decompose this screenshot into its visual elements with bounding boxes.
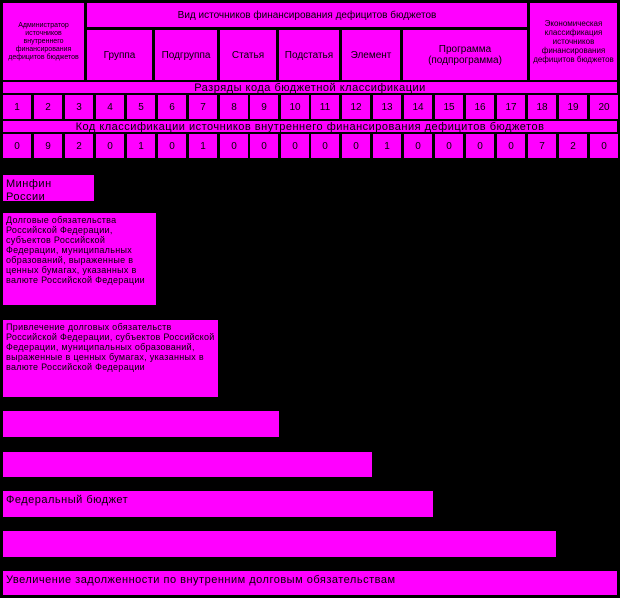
admin-header: Администратор источников внутреннего финансирования дефицитов бюджетов bbox=[3, 3, 84, 80]
bar-minfin: Минфин России bbox=[3, 175, 94, 201]
code-cell-17: 0 bbox=[497, 134, 525, 158]
col-programma: Программа (подпрограмма) bbox=[403, 30, 527, 80]
code-cell-16: 0 bbox=[466, 134, 494, 158]
digit-cell-16: 16 bbox=[466, 95, 494, 119]
bar-dolgovye: Долговые обязательства Российской Федерации, субъектов Российской Федерации, муниципальных образований, выраженные в ценных бумагах, указанных в валюте Российской Федерации bbox=[3, 213, 156, 305]
razryady-row: Разряды кода бюджетной классификации bbox=[3, 82, 617, 93]
digit-cell-14: 14 bbox=[404, 95, 432, 119]
digit-cell-8: 8 bbox=[220, 95, 248, 119]
digit-cell-11: 11 bbox=[311, 95, 339, 119]
digit-cell-1: 1 bbox=[3, 95, 31, 119]
digit-cell-6: 6 bbox=[158, 95, 186, 119]
digit-cell-3: 3 bbox=[65, 95, 93, 119]
digit-cell-19: 19 bbox=[559, 95, 587, 119]
code-cell-9: 0 bbox=[250, 134, 278, 158]
col-podgruppa: Подгруппа bbox=[155, 30, 217, 80]
kod-row: Код классификации источников внутреннего финансирования дефицитов бюджетов bbox=[3, 121, 617, 132]
digit-cell-15: 15 bbox=[435, 95, 463, 119]
digit-cell-17: 17 bbox=[497, 95, 525, 119]
bar-programma bbox=[3, 531, 556, 557]
col-podstatya: Подстатья bbox=[279, 30, 339, 80]
code-cell-10: 0 bbox=[281, 134, 309, 158]
code-cell-7: 1 bbox=[189, 134, 217, 158]
digit-cell-18: 18 bbox=[528, 95, 556, 119]
econ-header: Экономическая классификация источников финансирования дефицитов бюджетов bbox=[530, 3, 617, 80]
bar-element bbox=[3, 411, 279, 437]
bar-federal: Федеральный бюджет bbox=[3, 491, 433, 517]
bar-uvelichenie: Увеличение задолженности по внутренним долговым обязательствам bbox=[3, 571, 617, 595]
digit-cell-9: 9 bbox=[250, 95, 278, 119]
code-cell-6: 0 bbox=[158, 134, 186, 158]
col-statya: Статья bbox=[220, 30, 276, 80]
code-cell-18: 7 bbox=[528, 134, 556, 158]
col-element: Элемент bbox=[342, 30, 400, 80]
code-cell-4: 0 bbox=[96, 134, 124, 158]
digit-cell-4: 4 bbox=[96, 95, 124, 119]
digit-cell-5: 5 bbox=[127, 95, 155, 119]
code-cell-20: 0 bbox=[590, 134, 618, 158]
digit-cell-10: 10 bbox=[281, 95, 309, 119]
digit-cell-7: 7 bbox=[189, 95, 217, 119]
vid-header: Вид источников финансирования дефицитов бюджетов bbox=[87, 3, 527, 27]
code-cell-14: 0 bbox=[404, 134, 432, 158]
code-cell-12: 0 bbox=[342, 134, 370, 158]
digit-cell-2: 2 bbox=[34, 95, 62, 119]
digit-cell-20: 20 bbox=[590, 95, 618, 119]
code-cell-3: 2 bbox=[65, 134, 93, 158]
code-cell-5: 1 bbox=[127, 134, 155, 158]
code-cell-11: 0 bbox=[311, 134, 339, 158]
bar-privlechenie: Привлечение долговых обязательств Российской Федерации, субъектов Российской Федерации, муниципальных образований, выраженные в ценных бумагах, указанных в валюте Российской Федерации bbox=[3, 320, 218, 397]
code-cell-1: 0 bbox=[3, 134, 31, 158]
code-cell-19: 2 bbox=[559, 134, 587, 158]
code-cell-2: 9 bbox=[34, 134, 62, 158]
code-cell-8: 0 bbox=[220, 134, 248, 158]
digit-cell-13: 13 bbox=[373, 95, 401, 119]
code-cell-15: 0 bbox=[435, 134, 463, 158]
digit-cell-12: 12 bbox=[342, 95, 370, 119]
bar-podelement bbox=[3, 452, 372, 477]
code-cell-13: 1 bbox=[373, 134, 401, 158]
col-gruppa: Группа bbox=[87, 30, 152, 80]
